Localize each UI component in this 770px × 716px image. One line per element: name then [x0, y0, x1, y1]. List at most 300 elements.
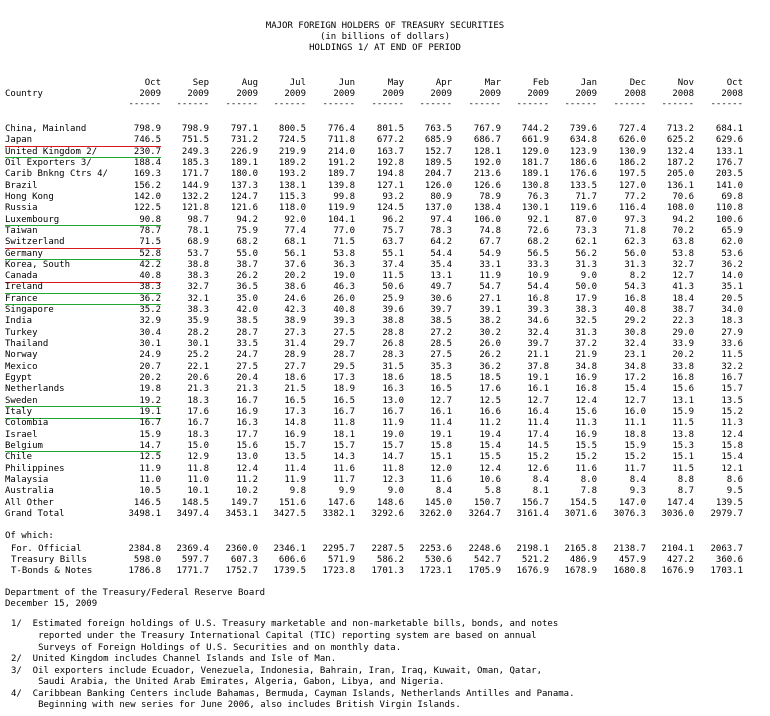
source-date: December 15, 2009	[5, 599, 98, 609]
table-cell: 38.8	[187, 259, 209, 270]
table-cell: 96.2	[382, 214, 404, 225]
table-cell: 18.6	[284, 373, 306, 384]
table-cell: 13.0	[236, 452, 258, 463]
table-cell: 11.4	[430, 418, 452, 429]
table-cell: 31.4	[284, 339, 306, 350]
table-cell: 11.7	[333, 474, 355, 485]
table-cell: 1705.9	[468, 566, 501, 577]
table-cell: 30.8	[624, 327, 646, 338]
table-cell: 39.7	[430, 305, 452, 316]
table-cell: 28.8	[382, 327, 404, 338]
table-cell: 798.9	[133, 124, 161, 134]
table-cell: 661.9	[521, 135, 549, 146]
table-cell: 17.4	[527, 429, 549, 440]
table-cell: 144.9	[181, 180, 209, 191]
table-cell: 1676.9	[661, 566, 694, 577]
country-name: United Kingdom 2/	[5, 146, 98, 157]
table-cell: 29.7	[333, 339, 355, 350]
table-cell: 19.8	[139, 384, 161, 395]
table-cell: 68.9	[187, 237, 209, 248]
country-name: Taiwan	[5, 225, 38, 236]
table-cell: 126.6	[473, 180, 501, 191]
table-cell: 1680.8	[613, 566, 646, 577]
column-dashes: ------	[128, 99, 161, 109]
table-cell: 11.0	[187, 474, 209, 485]
table-cell: 23.1	[624, 350, 646, 361]
column-month: Sep	[192, 78, 209, 88]
table-cell: 71.7	[575, 191, 597, 202]
table-cell: 32.1	[187, 293, 209, 304]
table-cell: 12.7	[624, 395, 646, 406]
table-cell: 16.6	[479, 407, 501, 417]
column-month: Jun	[338, 78, 355, 88]
table-cell: 38.3	[187, 271, 209, 282]
table-cell: 684.1	[715, 124, 743, 134]
table-cell: 186.2	[618, 157, 646, 168]
table-cell: 63.7	[382, 237, 404, 248]
column-month: Mar	[484, 78, 501, 88]
table-cell: 1723.1	[419, 566, 452, 577]
table-cell: 132.2	[181, 191, 209, 202]
table-cell: 33.6	[721, 339, 743, 350]
table-cell: 38.5	[430, 316, 452, 327]
table-cell: 50.6	[382, 282, 404, 293]
table-cell: 11.0	[139, 474, 161, 485]
table-cell: 27.5	[430, 350, 452, 361]
table-cell: 28.9	[284, 350, 306, 361]
table-cell: 42.2	[139, 259, 161, 270]
table-cell: 20.6	[187, 373, 209, 384]
table-cell: 1771.7	[176, 566, 209, 577]
table-cell: 18.9	[333, 384, 355, 395]
table-cell: 93.2	[382, 191, 404, 202]
column-month: Feb	[532, 78, 549, 88]
table-cell: 33.1	[479, 259, 501, 270]
table-cell: 625.2	[666, 135, 694, 146]
column-year: 2009	[187, 89, 209, 99]
table-cell: 12.3	[382, 474, 404, 485]
table-cell: 16.0	[624, 407, 646, 417]
table-cell: 19.0	[333, 271, 355, 282]
footnote-line: Saudi Arabia, the United Arab Emirates, Algeria, Gabon, Libya, and Nigeria.	[11, 677, 445, 687]
table-cell: 629.6	[715, 135, 743, 146]
table-cell: 15.2	[527, 452, 549, 463]
table-cell: 39.3	[333, 316, 355, 327]
table-cell: 115.3	[278, 191, 306, 202]
table-cell: 54.7	[479, 282, 501, 293]
table-cell: 3264.7	[468, 508, 501, 519]
table-cell: 3497.4	[176, 508, 209, 519]
table-cell: 97.3	[624, 214, 646, 225]
table-cell: 11.3	[575, 418, 597, 429]
table-cell: 16.8	[624, 293, 646, 304]
table-cell: 15.4	[721, 452, 743, 463]
table-cell: 72.6	[527, 225, 549, 236]
table-cell: 15.2	[624, 452, 646, 463]
table-cell: 147.4	[666, 497, 694, 508]
table-cell: 8.4	[435, 486, 452, 497]
table-cell: 191.2	[327, 157, 355, 168]
table-cell: 14.7	[139, 440, 161, 451]
table-cell: 40.8	[139, 271, 161, 282]
table-cell: 8.4	[532, 474, 549, 485]
column-dashes: ------	[419, 99, 452, 109]
table-cell: 133.1	[715, 146, 743, 157]
table-cell: 626.0	[618, 135, 646, 146]
country-name: Grand Total	[5, 508, 65, 519]
table-cell: 11.8	[382, 463, 404, 474]
table-cell: 27.9	[721, 327, 743, 338]
table-cell: 14.3	[333, 452, 355, 463]
table-cell: 33.8	[672, 361, 694, 372]
table-cell: 18.4	[672, 293, 694, 304]
country-name: Hong Kong	[5, 191, 54, 202]
table-cell: 14.7	[382, 452, 404, 463]
table-cell: 132.4	[666, 146, 694, 157]
column-month: Oct	[726, 78, 743, 88]
country-name: Luxembourg	[5, 214, 60, 225]
column-year: 2008	[672, 89, 694, 99]
country-name: Belgium	[5, 440, 43, 451]
column-dashes: ------	[710, 99, 743, 109]
column-year: 2009	[236, 89, 258, 99]
table-cell: 11.5	[672, 418, 694, 429]
table-cell: 35.4	[430, 259, 452, 270]
table-cell: 40.8	[624, 305, 646, 316]
table-cell: 11.1	[624, 418, 646, 429]
table-cell: 99.8	[333, 191, 355, 202]
table-cell: 39.3	[527, 305, 549, 316]
table-cell: 127.0	[618, 180, 646, 191]
column-year: 2009	[139, 89, 161, 99]
table-cell: 204.7	[424, 169, 452, 180]
table-cell: 8.7	[677, 486, 694, 497]
table-cell: 36.2	[139, 293, 161, 304]
table-cell: 30.4	[139, 327, 161, 338]
table-cell: 18.5	[430, 373, 452, 384]
country-name: Philippines	[5, 463, 65, 474]
table-cell: 151.6	[278, 497, 306, 508]
table-cell: 38.7	[672, 305, 694, 316]
table-cell: 1786.8	[128, 566, 161, 577]
country-name: Italy	[5, 407, 33, 417]
table-cell: 41.3	[672, 282, 694, 293]
table-cell: 12.0	[430, 463, 452, 474]
table-cell: 181.7	[521, 157, 549, 168]
table-cell: 20.2	[284, 271, 306, 282]
table-cell: 53.7	[187, 248, 209, 259]
table-cell: 17.7	[236, 429, 258, 440]
of-which-label: Of which:	[5, 531, 54, 541]
table-cell: 35.1	[721, 282, 743, 293]
table-cell: 12.7	[527, 395, 549, 406]
table-cell: 28.2	[187, 327, 209, 338]
of-which-row-name: For. Official	[11, 544, 82, 554]
table-cell: 27.2	[430, 327, 452, 338]
table-cell: 141.0	[715, 180, 743, 191]
table-cell: 137.0	[424, 203, 452, 214]
table-cell: 187.2	[666, 157, 694, 168]
table-cell: 11.9	[284, 474, 306, 485]
table-cell: 124.7	[230, 191, 258, 202]
table-cell: 13.1	[430, 271, 452, 282]
table-cell: 16.7	[382, 407, 404, 417]
table-cell: 62.0	[721, 237, 743, 248]
table-cell: 142.0	[133, 191, 161, 202]
table-cell: 21.1	[527, 350, 549, 361]
table-cell: 801.5	[376, 124, 404, 134]
table-cell: 24.9	[139, 350, 161, 361]
table-cell: 154.5	[569, 497, 597, 508]
table-cell: 28.5	[430, 339, 452, 350]
table-cell: 30.1	[187, 339, 209, 350]
table-cell: 189.5	[424, 157, 452, 168]
table-cell: 63.8	[672, 237, 694, 248]
country-name: Mexico	[5, 361, 38, 372]
footnote-line: 3/ Oil exporters include Ecuador, Venezuela, Indonesia, Bahrain, Iran, Iraq, Kuwait, Oman, Qatar,	[11, 666, 543, 676]
table-cell: 2138.7	[613, 544, 646, 554]
column-year: 2009	[382, 89, 404, 99]
table-cell: 37.2	[575, 339, 597, 350]
table-cell: 8.6	[726, 474, 743, 485]
table-cell: 53.8	[333, 248, 355, 259]
table-cell: 32.2	[721, 361, 743, 372]
table-cell: 3382.1	[322, 508, 355, 519]
table-cell: 16.7	[236, 395, 258, 406]
country-name: Brazil	[5, 180, 38, 191]
country-name: Korea, South	[5, 259, 71, 270]
table-cell: 3498.1	[128, 508, 161, 519]
table-cell: 15.6	[672, 384, 694, 395]
table-cell: 20.2	[672, 350, 694, 361]
table-cell: 2198.1	[516, 544, 549, 554]
table-cell: 149.7	[230, 497, 258, 508]
table-cell: 8.8	[677, 474, 694, 485]
table-cell: 724.5	[278, 135, 306, 146]
column-dashes: ------	[564, 99, 597, 109]
table-cell: 634.8	[569, 135, 597, 146]
table-cell: 685.9	[424, 135, 452, 146]
table-cell: 80.9	[430, 191, 452, 202]
table-cell: 94.2	[672, 214, 694, 225]
table-cell: 32.7	[187, 282, 209, 293]
footnote-line: Surveys of Foreign Holdings of U.S. Securities and on monthly data.	[11, 643, 402, 653]
table-cell: 70.6	[672, 191, 694, 202]
table-cell: 8.2	[629, 271, 646, 282]
table-cell: 14.8	[284, 418, 306, 429]
table-cell: 15.5	[575, 440, 597, 451]
table-cell: 8.4	[629, 474, 646, 485]
table-cell: 12.6	[527, 463, 549, 474]
table-cell: 24.6	[284, 293, 306, 304]
table-cell: 37.6	[284, 259, 306, 270]
table-cell: 55.1	[382, 248, 404, 259]
table-cell: 607.3	[230, 555, 258, 566]
table-cell: 3292.6	[371, 508, 404, 519]
table-cell: 139.5	[715, 497, 743, 508]
table-cell: 129.0	[521, 146, 549, 157]
table-cell: 75.7	[382, 225, 404, 236]
country-name: Russia	[5, 203, 38, 214]
table-cell: 767.9	[473, 124, 501, 134]
table-cell: 7.8	[580, 486, 597, 497]
table-cell: 16.3	[236, 418, 258, 429]
table-cell: 16.8	[672, 373, 694, 384]
table-cell: 17.9	[575, 293, 597, 304]
table-cell: 1678.9	[564, 566, 597, 577]
table-cell: 118.0	[278, 203, 306, 214]
table-cell: 16.8	[575, 384, 597, 395]
table-cell: 19.4	[479, 429, 501, 440]
table-cell: 731.2	[230, 135, 258, 146]
column-dashes: ------	[613, 99, 646, 109]
table-cell: 54.9	[479, 248, 501, 259]
table-cell: 94.2	[236, 214, 258, 225]
table-cell: 121.8	[181, 203, 209, 214]
table-cell: 62.3	[624, 237, 646, 248]
table-cell: 148.5	[181, 497, 209, 508]
table-cell: 798.9	[181, 124, 209, 134]
table-cell: 11.2	[479, 418, 501, 429]
table-cell: 15.7	[721, 384, 743, 395]
table-cell: 123.9	[569, 146, 597, 157]
table-cell: 11.8	[333, 418, 355, 429]
table-cell: 65.9	[721, 225, 743, 236]
table-cell: 12.4	[721, 429, 743, 440]
table-cell: 16.3	[382, 384, 404, 395]
table-cell: 54.3	[624, 282, 646, 293]
table-cell: 18.3	[721, 316, 743, 327]
footnote-line: Beginning with new series for June 2006, also includes British Virgin Islands.	[11, 700, 461, 710]
table-cell: 2384.8	[128, 544, 161, 554]
table-cell: 15.6	[236, 440, 258, 451]
table-cell: 763.5	[424, 124, 452, 134]
column-year: 2009	[430, 89, 452, 99]
table-cell: 31.3	[575, 327, 597, 338]
column-month: Nov	[677, 78, 694, 88]
table-cell: 56.1	[284, 248, 306, 259]
table-cell: 27.5	[236, 361, 258, 372]
table-cell: 12.5	[479, 395, 501, 406]
footnote-line: 4/ Caribbean Banking Centers include Bahamas, Bermuda, Cayman Islands, Netherlands Antilles and Panama.	[11, 689, 575, 699]
table-cell: 68.2	[527, 237, 549, 248]
country-name: Netherlands	[5, 384, 65, 395]
table-cell: 71.5	[333, 237, 355, 248]
table-cell: 28.7	[333, 350, 355, 361]
table-cell: 22.1	[187, 361, 209, 372]
table-cell: 37.4	[382, 259, 404, 270]
table-cell: 1723.8	[322, 566, 355, 577]
table-cell: 56.0	[624, 248, 646, 259]
table-cell: 2063.7	[710, 544, 743, 554]
table-cell: 130.1	[521, 203, 549, 214]
table-cell: 19.2	[139, 395, 161, 406]
table-cell: 17.3	[284, 407, 306, 417]
column-dashes: ------	[468, 99, 501, 109]
country-name: Canada	[5, 271, 38, 282]
title-line-2: (in billions of dollars)	[319, 32, 451, 42]
table-cell: 26.2	[479, 350, 501, 361]
table-cell: 136.1	[666, 180, 694, 191]
table-cell: 9.0	[580, 271, 597, 282]
table-cell: 17.2	[624, 373, 646, 384]
table-cell: 18.6	[382, 373, 404, 384]
table-cell: 67.7	[479, 237, 501, 248]
table-cell: 24.7	[236, 350, 258, 361]
table-cell: 13.8	[672, 429, 694, 440]
table-cell: 39.6	[382, 305, 404, 316]
table-cell: 90.8	[139, 214, 161, 225]
table-cell: 163.7	[376, 146, 404, 157]
table-cell: 3161.4	[516, 508, 549, 519]
table-cell: 17.6	[479, 384, 501, 395]
table-cell: 739.6	[569, 124, 597, 134]
table-cell: 11.8	[187, 463, 209, 474]
table-cell: 133.5	[569, 180, 597, 191]
table-cell: 97.4	[430, 214, 452, 225]
table-cell: 11.4	[527, 418, 549, 429]
table-cell: 10.5	[139, 486, 161, 497]
table-cell: 3453.1	[225, 508, 258, 519]
table-cell: 744.2	[521, 124, 549, 134]
table-cell: 98.7	[187, 214, 209, 225]
table-cell: 16.9	[575, 373, 597, 384]
table-cell: 78.7	[139, 225, 161, 236]
table-cell: 11.7	[624, 463, 646, 474]
table-cell: 11.3	[721, 418, 743, 429]
table-cell: 213.6	[473, 169, 501, 180]
table-cell: 55.0	[236, 248, 258, 259]
title-line-1: MAJOR FOREIGN HOLDERS OF TREASURY SECURITIES	[265, 21, 505, 31]
table-cell: 15.7	[333, 440, 355, 451]
table-cell: 15.9	[672, 407, 694, 417]
table-cell: 677.2	[376, 135, 404, 146]
table-cell: 128.1	[473, 146, 501, 157]
table-cell: 42.3	[284, 305, 306, 316]
table-cell: 11.5	[672, 463, 694, 474]
table-cell: 38.7	[236, 259, 258, 270]
table-cell: 20.4	[236, 373, 258, 384]
table-cell: 3076.3	[613, 508, 646, 519]
footnote-line: reported under the Treasury International Capital (TIC) reporting system are based on annual	[11, 631, 537, 641]
table-cell: 230.7	[133, 146, 161, 157]
column-month: Jan	[580, 78, 597, 88]
table-cell: 53.8	[672, 248, 694, 259]
table-cell: 180.0	[230, 169, 258, 180]
table-cell: 169.3	[133, 169, 161, 180]
table-cell: 530.6	[424, 555, 452, 566]
table-cell: 77.0	[333, 225, 355, 236]
country-name: All Other	[5, 497, 54, 508]
table-cell: 15.4	[624, 384, 646, 395]
table-cell: 137.3	[230, 180, 258, 191]
table-cell: 486.9	[569, 555, 597, 566]
country-name: China, Mainland	[5, 124, 87, 134]
country-name: Singapore	[5, 305, 54, 316]
table-cell: 15.0	[187, 440, 209, 451]
table-cell: 15.3	[672, 440, 694, 451]
table-cell: 427.2	[666, 555, 694, 566]
title-line-3: HOLDINGS 1/ AT END OF PERIOD	[309, 43, 461, 53]
table-cell: 16.4	[527, 407, 549, 417]
table-cell: 87.0	[575, 214, 597, 225]
table-cell: 38.9	[284, 316, 306, 327]
table-cell: 189.1	[521, 169, 549, 180]
table-cell: 28.3	[382, 350, 404, 361]
table-cell: 27.3	[284, 327, 306, 338]
table-cell: 2248.6	[468, 544, 501, 554]
table-cell: 32.5	[575, 316, 597, 327]
